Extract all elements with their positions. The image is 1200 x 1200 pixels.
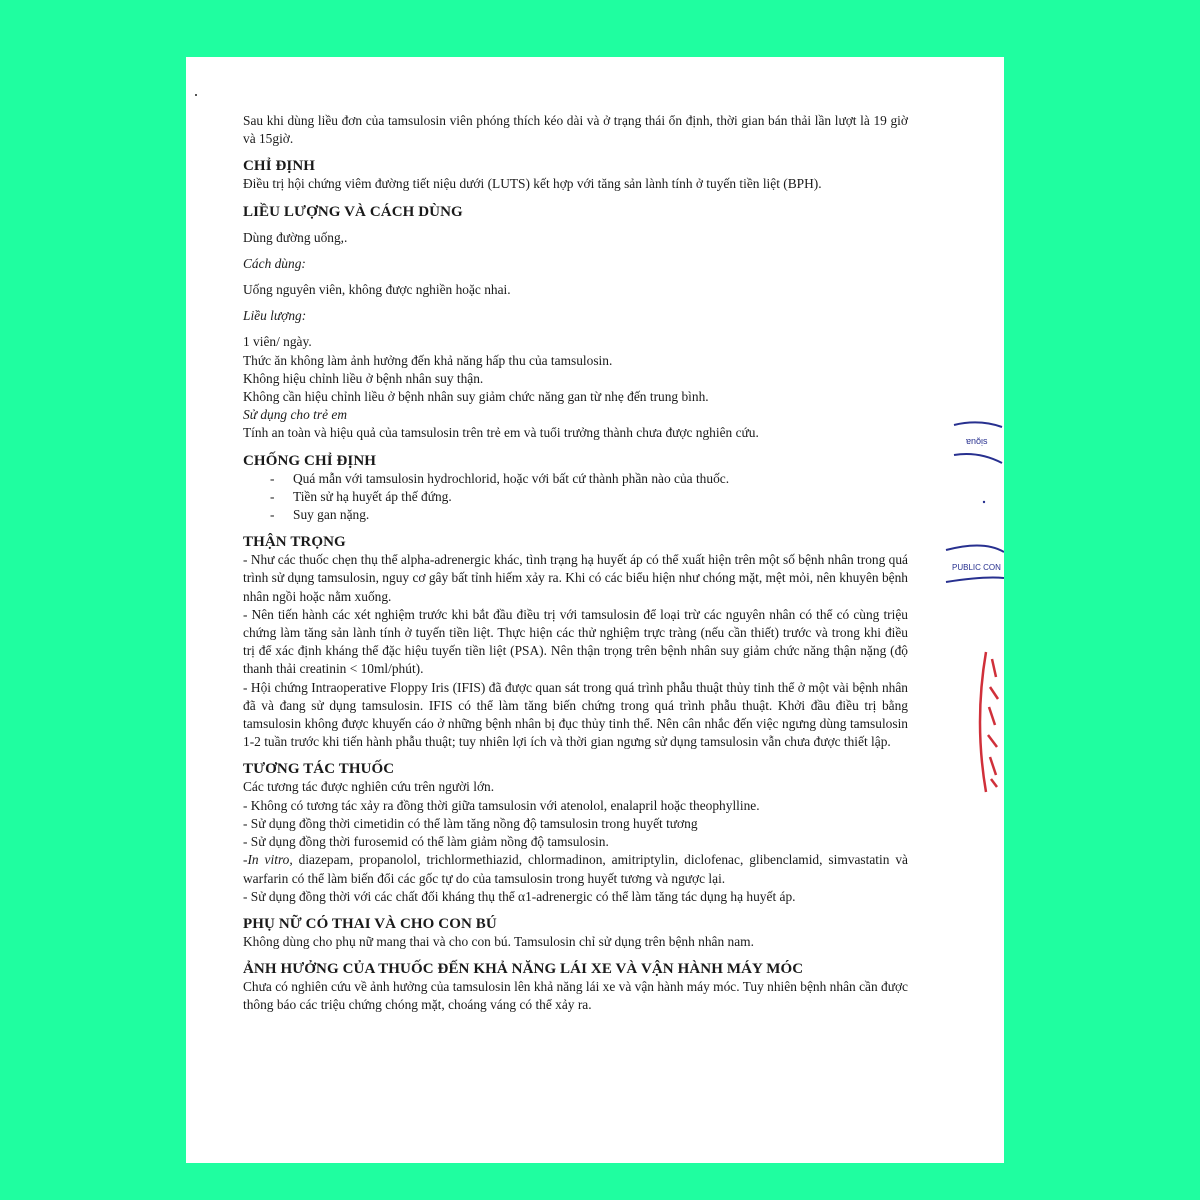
contraindication-list [243,470,908,525]
stamp-arc [954,454,1002,463]
section-heading-than-trong: THẬN TRỌNG [243,534,346,551]
precaution-paragraph: - Hội chứng Intraoperative Floppy Iris (IFIS) đã được quan sát trong quá trình phẫu thuật thủy tinh thể ở một vài bệnh nhân đã và đang sử dụng tamsulosin. IFIS có thể làm tăng biến chứng trong quá trình phẫu thuật. Khởi đầu điều trị bằng tamsulosin không được khuyến cáo ở những bệnh nhân bị đục thủy tinh thể. Nên cân nhắc đến việc ngưng dùng tamsulosin 1-2 tuần trước khi tiến hành phẫu thuật; tuy nhiên lợi ích và thời gian ngưng sử dụng tamsulosin vẫn chưa được thiết lập. [243,679,908,750]
invitro-paragraph [243,851,908,887]
interaction-line: - Sử dụng đồng thời cimetidin có thể làm tăng nồng độ tamsulosin trong huyết tương [243,815,698,831]
dosage-line: Không cần hiệu chỉnh liều ở bệnh nhân suy giảm chức năng gan từ nhẹ đến trung bình. [243,389,709,405]
stamp-fragment-top [944,417,1004,467]
phu-nu-text: Không dùng cho phụ nữ mang thai và cho con bú. Tamsulosin chỉ sử dụng trên bệnh nhân nam. [243,933,754,949]
section-heading-lai-xe: ẢNH HƯỞNG CỦA THUỐC ĐẾN KHẢ NĂNG LÁI XE VÀ VẬN HÀNH MÁY MÓC [243,961,804,978]
list-item: - Quá mẫn với tamsulosin hydrochlorid, hoặc với bất cứ thành phần nào của thuốc. [243,470,908,488]
stamp-arc [946,545,1004,552]
invitro-italic: In vitro, [247,852,293,868]
dosage-line: Không hiệu chỉnh liều ở bệnh nhân suy thận. [243,370,484,386]
section-heading-phu-nu: PHỤ NỮ CÓ THAI VÀ CHO CON BÚ [243,915,497,932]
section-heading-lieu-luong: LIỀU LƯỢNG VÀ CÁCH DÙNG [243,203,463,220]
stamp-text: PUBLIC CON [952,563,1001,572]
interaction-intro: Các tương tác được nghiên cứu trên người lớn. [243,779,495,795]
intro-paragraph: Sau khi dùng liều đơn của tamsulosin viên phóng thích kéo dài và ở trạng thái ổn định, thời gian bán thải lần lượt là 19 giờ và 15giờ. [243,113,908,147]
stamp-arc [954,422,1002,427]
section-heading-chi-dinh: CHỈ ĐỊNH [243,158,316,175]
stamp-arc [980,652,986,792]
tre-em-text: Tính an toàn và hiệu quả của tamsulosin trên trẻ em và tuổi trưởng thành chưa được nghiên cứu. [243,425,759,441]
stamp-mark [944,497,1004,507]
cach-dung-text: Uống nguyên viên, không được nghiền hoặc nhai. [243,282,511,298]
route-text: Dùng đường uống,. [243,229,348,245]
stamp-text: ɐnŏᴉs [966,436,988,446]
stamp-arc [946,578,1004,583]
section-heading-chong-chi-dinh: CHỐNG CHỈ ĐỊNH [243,452,377,469]
chi-dinh-text: Điều trị hội chứng viêm đường tiết niệu dưới (LUTS) kết hợp với tăng sản lành tính ở tuyến tiền liệt (BPH). [243,176,822,192]
red-stamp-fragment [944,647,1004,797]
tre-em-label: Sử dụng cho trẻ em [243,407,347,423]
cach-dung-label: Cách dùng: [243,255,306,271]
interaction-line: - Không có tương tác xảy ra đồng thời giữa tamsulosin với atenolol, enalapril hoặc theophylline. [243,797,760,813]
scan-speck [195,94,197,96]
stamp-dot [983,501,985,503]
lai-xe-text: Chưa có nghiên cứu về ảnh hưởng của tamsulosin lên khả năng lái xe và vận hành máy móc. Tuy nhiên bệnh nhân cần được thông báo các triệu chứng chóng mặt, choáng váng có thể xảy ra. [243,979,908,1013]
stamp-fragment-middle [944,542,1004,587]
precaution-paragraph: - Như các thuốc chẹn thụ thể alpha-adrenergic khác, tình trạng hạ huyết áp có thể xuất hiện trên một số bệnh nhân trong quá trình sử dụng tamsulosin, nguy cơ gây bất tỉnh hiếm xảy ra. Khi có các biểu hiện như chóng mặt, mệt mỏi, nên khuyên bệnh nhân ngồi hoặc nằm xuống. [243,552,908,604]
list-item: - Tiền sử hạ huyết áp thế đứng. [243,488,908,506]
invitro-rest: diazepam, propanolol, trichlormethiazid, chlormadinon, amitriptylin, diclofenac, glibenclamid, simvastatin và warfarin có thể làm biến đổi các gốc tự do của tamsulosin trong huyết tương và ngược lại. [243,852,908,886]
dosage-line: 1 viên/ ngày. [243,334,312,350]
invitro-prefix: - [243,852,248,868]
list-item: - Suy gan nặng. [243,506,908,524]
precaution-paragraph: - Nên tiến hành các xét nghiệm trước khi bắt đầu điều trị với tamsulosin để loại trừ các nguyên nhân có thể có cùng triệu chứng làm tăng sản lành tính ở tuyến tiền liệt. Thực hiện các thử nghiệm trực tràng (nếu cần thiết) trước và trong khi điều trị để xác định kháng thể đặc hiệu tuyến tiền liệt (PSA). Nên thận trọng trên bệnh nhân suy giảm chức năng thận nặng (độ thanh thải creatinin < 10ml/phút). [243,606,908,677]
document-page [186,57,1004,1163]
lieu-luong-label: Liều lượng: [243,308,307,324]
alpha-blocker-line: - Sử dụng đồng thời với các chất đối kháng thụ thể α1-adrenergic có thể làm tăng tác dụng hạ huyết áp. [243,888,796,904]
dosage-line: Thức ăn không làm ảnh hưởng đến khả năng hấp thu của tamsulosin. [243,352,613,368]
stamp-mark [988,659,998,787]
section-heading-tuong-tac: TƯƠNG TÁC THUỐC [243,761,395,778]
interaction-line: - Sử dụng đồng thời furosemid có thể làm giảm nồng độ tamsulosin. [243,834,609,850]
document-body [243,112,908,1015]
